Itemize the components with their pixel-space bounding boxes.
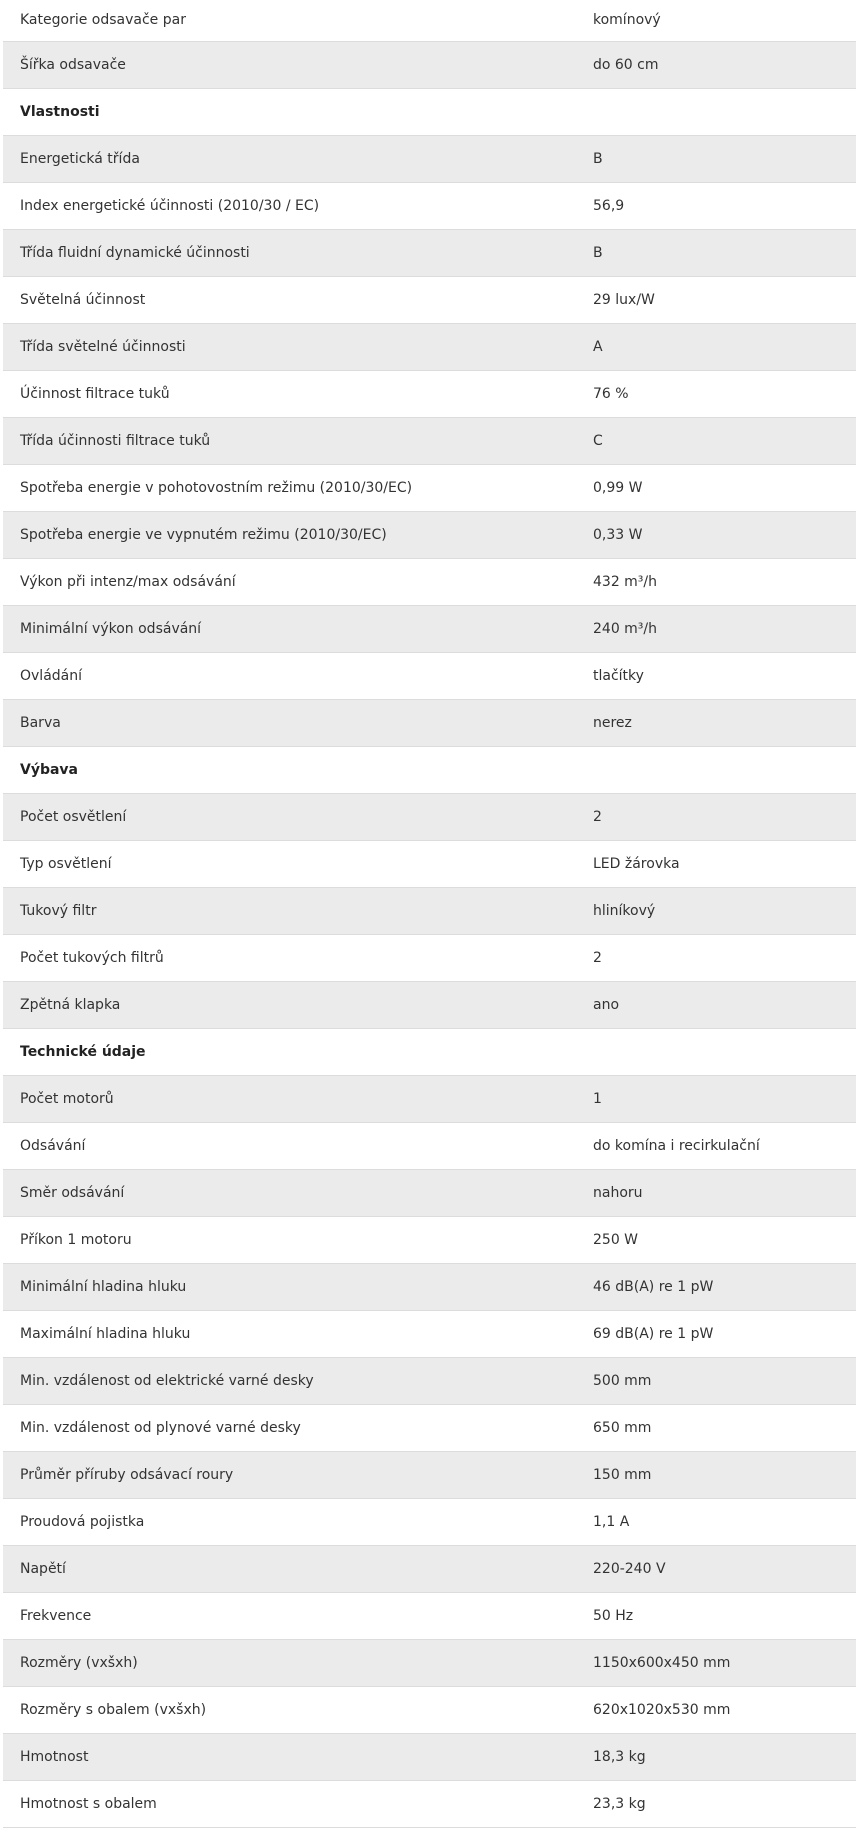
parameter-value: 2 bbox=[576, 794, 856, 841]
parameter-label: Minimální hladina hluku bbox=[3, 1264, 576, 1311]
section-header-row bbox=[3, 89, 856, 136]
table-row bbox=[3, 1499, 856, 1546]
parameter-value: 620x1020x530 mm bbox=[576, 1687, 856, 1734]
parameter-value: 56,9 bbox=[576, 183, 856, 230]
section-header-row bbox=[3, 747, 856, 794]
parameter-label: Minimální výkon odsávání bbox=[3, 606, 576, 653]
parameter-value: 240 m³/h bbox=[576, 606, 856, 653]
table-row bbox=[3, 1076, 856, 1123]
parameter-label: Ovládání bbox=[3, 653, 576, 700]
table-row bbox=[3, 1170, 856, 1217]
parameter-label: Typ osvětlení bbox=[3, 841, 576, 888]
section-header-row bbox=[3, 1029, 856, 1076]
parameter-label: Šířka odsavače bbox=[3, 42, 576, 89]
parameter-label: Spotřeba energie v pohotovostním režimu (2010/30/EC) bbox=[3, 465, 576, 512]
table-row bbox=[3, 371, 856, 418]
parameter-label: Hmotnost s obalem bbox=[3, 1781, 576, 1828]
parameter-value: nerez bbox=[576, 700, 856, 747]
parameter-value: 250 W bbox=[576, 1217, 856, 1264]
parameter-label: Výkon při intenz/max odsávání bbox=[3, 559, 576, 606]
parameter-label: Barva bbox=[3, 700, 576, 747]
table-row bbox=[3, 512, 856, 559]
parameter-label: Počet motorů bbox=[3, 1076, 576, 1123]
table-row bbox=[3, 653, 856, 700]
parameter-label: Energetická třída bbox=[3, 136, 576, 183]
parameter-label: Min. vzdálenost od plynové varné desky bbox=[3, 1405, 576, 1452]
parameter-label: Proudová pojistka bbox=[3, 1499, 576, 1546]
parameter-label: Napětí bbox=[3, 1546, 576, 1593]
parameter-label: Index energetické účinnosti (2010/30 / EC) bbox=[3, 183, 576, 230]
table-row bbox=[3, 230, 856, 277]
table-row bbox=[3, 1311, 856, 1358]
parameter-label: Odsávání bbox=[3, 1123, 576, 1170]
table-row bbox=[3, 700, 856, 747]
table-row bbox=[3, 559, 856, 606]
table-row bbox=[3, 418, 856, 465]
table-row bbox=[3, 42, 856, 89]
table-row bbox=[3, 1640, 856, 1687]
parameter-value: 46 dB(A) re 1 pW bbox=[576, 1264, 856, 1311]
table-row bbox=[3, 324, 856, 371]
parameter-value: tlačítky bbox=[576, 653, 856, 700]
table-row bbox=[3, 606, 856, 653]
parameter-value: 650 mm bbox=[576, 1405, 856, 1452]
table-row bbox=[3, 1358, 856, 1405]
parameter-value: LED žárovka bbox=[576, 841, 856, 888]
table-row bbox=[3, 794, 856, 841]
table-row bbox=[3, 465, 856, 512]
parameter-value: A bbox=[576, 324, 856, 371]
table-row bbox=[3, 1546, 856, 1593]
table-row bbox=[3, 1781, 856, 1828]
parameter-label: Zpětná klapka bbox=[3, 982, 576, 1029]
parameter-value: 1 bbox=[576, 1076, 856, 1123]
parameter-value: C bbox=[576, 418, 856, 465]
parameter-value: do 60 cm bbox=[576, 42, 856, 89]
parameter-label: Kategorie odsavače par bbox=[3, 0, 576, 42]
parameter-value: B bbox=[576, 230, 856, 277]
parameter-label: Hmotnost bbox=[3, 1734, 576, 1781]
parameter-value: 76 % bbox=[576, 371, 856, 418]
parameter-value: ano bbox=[576, 982, 856, 1029]
parameter-label: Tukový filtr bbox=[3, 888, 576, 935]
parameter-value: 432 m³/h bbox=[576, 559, 856, 606]
parameter-label: Min. vzdálenost od elektrické varné desky bbox=[3, 1358, 576, 1405]
parameter-value: 1150x600x450 mm bbox=[576, 1640, 856, 1687]
parameter-value: 150 mm bbox=[576, 1452, 856, 1499]
parameter-label: Počet osvětlení bbox=[3, 794, 576, 841]
parameter-label: Třída světelné účinnosti bbox=[3, 324, 576, 371]
parameter-label: Světelná účinnost bbox=[3, 277, 576, 324]
parameter-label: Maximální hladina hluku bbox=[3, 1311, 576, 1358]
parameter-label: Třída účinnosti filtrace tuků bbox=[3, 418, 576, 465]
table-row bbox=[3, 888, 856, 935]
specification-table bbox=[3, 0, 856, 1828]
parameter-value: 2 bbox=[576, 935, 856, 982]
parameter-value: 1,1 A bbox=[576, 1499, 856, 1546]
parameter-label: Rozměry (vxšxh) bbox=[3, 1640, 576, 1687]
parameter-label: Spotřeba energie ve vypnutém režimu (2010/30/EC) bbox=[3, 512, 576, 559]
parameter-value: 29 lux/W bbox=[576, 277, 856, 324]
table-row bbox=[3, 136, 856, 183]
table-row bbox=[3, 935, 856, 982]
table-row bbox=[3, 1264, 856, 1311]
parameter-label: Průměr příruby odsávací roury bbox=[3, 1452, 576, 1499]
table-row bbox=[3, 1405, 856, 1452]
parameter-label: Příkon 1 motoru bbox=[3, 1217, 576, 1264]
parameter-value: 23,3 kg bbox=[576, 1781, 856, 1828]
table-row bbox=[3, 183, 856, 230]
parameter-label: Rozměry s obalem (vxšxh) bbox=[3, 1687, 576, 1734]
parameter-label: Směr odsávání bbox=[3, 1170, 576, 1217]
parameter-value: nahoru bbox=[576, 1170, 856, 1217]
parameter-value: komínový bbox=[576, 0, 856, 42]
table-row bbox=[3, 1734, 856, 1781]
table-row bbox=[3, 1452, 856, 1499]
parameter-value: 500 mm bbox=[576, 1358, 856, 1405]
table-row bbox=[3, 1593, 856, 1640]
parameter-value: 0,33 W bbox=[576, 512, 856, 559]
parameter-label: Účinnost filtrace tuků bbox=[3, 371, 576, 418]
specification-table-body bbox=[3, 0, 856, 1828]
table-row bbox=[3, 1123, 856, 1170]
section-title: Technické údaje bbox=[3, 1029, 856, 1076]
parameter-value: 69 dB(A) re 1 pW bbox=[576, 1311, 856, 1358]
table-row bbox=[3, 841, 856, 888]
parameter-value: 50 Hz bbox=[576, 1593, 856, 1640]
table-row bbox=[3, 277, 856, 324]
parameter-value: 0,99 W bbox=[576, 465, 856, 512]
parameter-label: Počet tukových filtrů bbox=[3, 935, 576, 982]
parameter-value: 220-240 V bbox=[576, 1546, 856, 1593]
table-row bbox=[3, 0, 856, 42]
section-title: Výbava bbox=[3, 747, 856, 794]
parameter-value: 18,3 kg bbox=[576, 1734, 856, 1781]
table-row bbox=[3, 982, 856, 1029]
parameter-value: hliníkový bbox=[576, 888, 856, 935]
parameter-label: Frekvence bbox=[3, 1593, 576, 1640]
section-title: Vlastnosti bbox=[3, 89, 856, 136]
parameter-value: do komína i recirkulační bbox=[576, 1123, 856, 1170]
parameter-value: B bbox=[576, 136, 856, 183]
table-row bbox=[3, 1687, 856, 1734]
parameter-label: Třída fluidní dynamické účinnosti bbox=[3, 230, 576, 277]
table-row bbox=[3, 1217, 856, 1264]
